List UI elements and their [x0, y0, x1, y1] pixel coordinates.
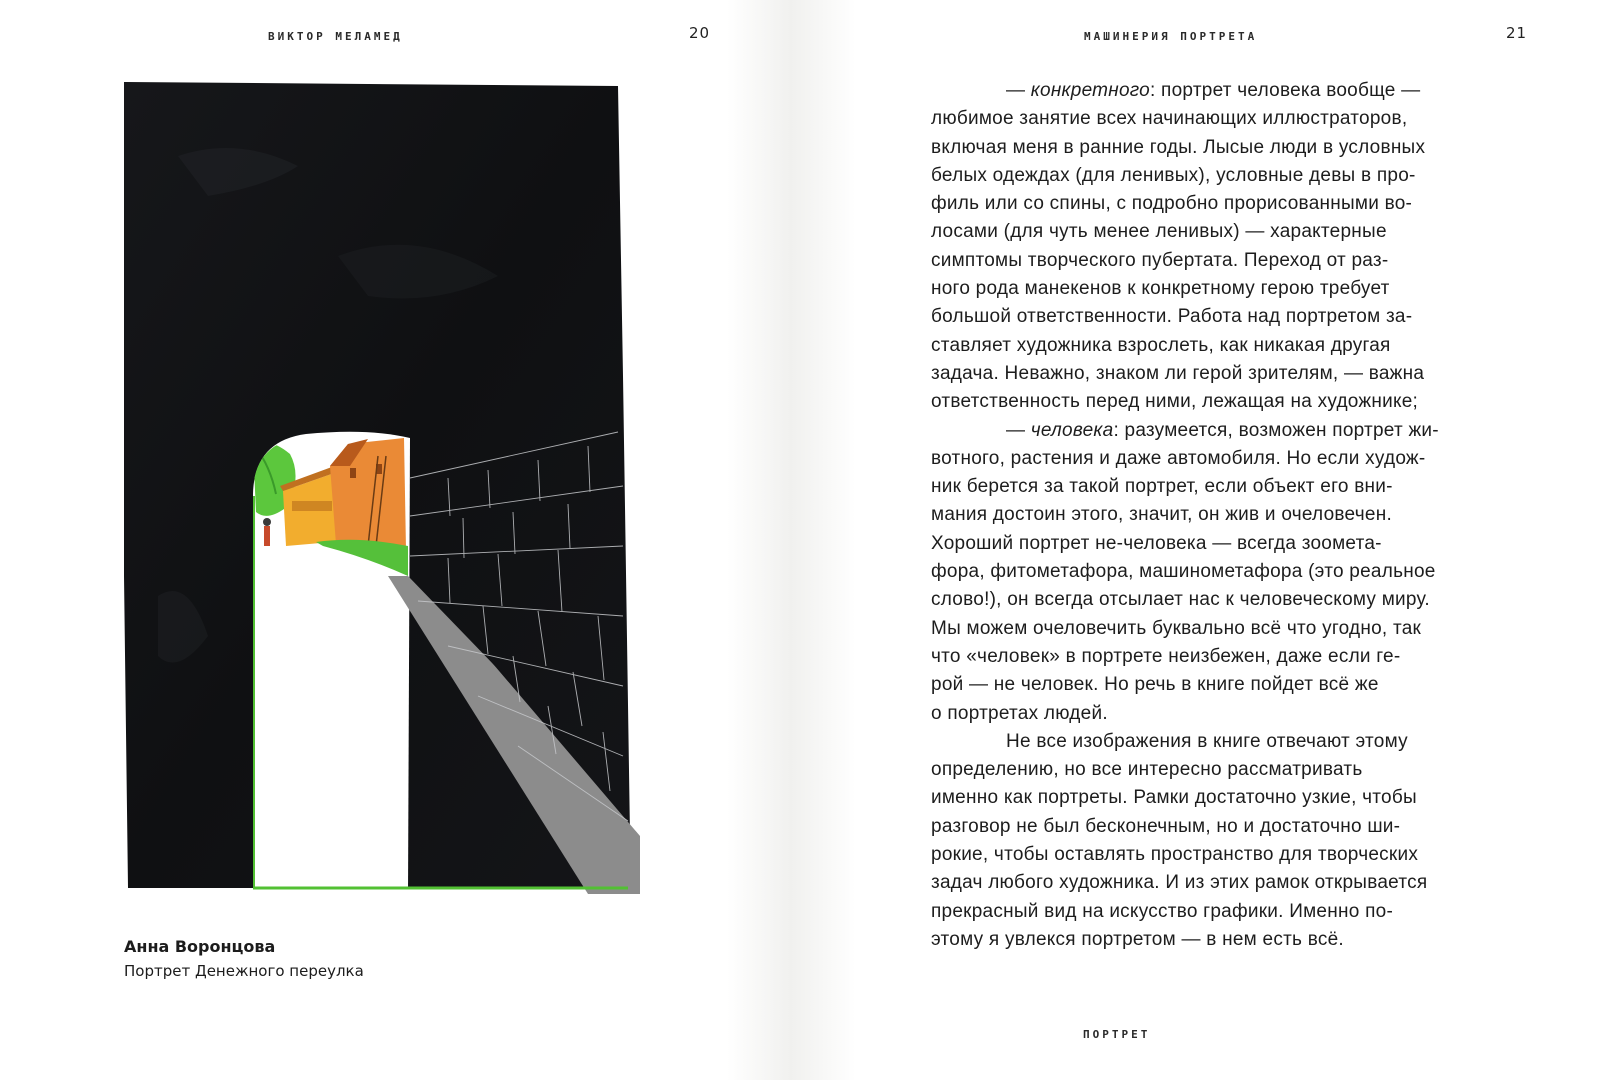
text-line: ответственность перед ними, лежащая на художнике;	[931, 391, 1419, 413]
term-human: человека	[1030, 419, 1114, 441]
text-line: что «человек» в портрете неизбежен, даже если ге-	[931, 645, 1401, 667]
paragraph-3-first-line: Не все изображения в книге отвечают этому	[1006, 730, 1408, 752]
text-line: задача. Неважно, знаком ли герой зрителям, — важна	[931, 362, 1425, 384]
text-line: рокие, чтобы оставлять пространство для творческих	[931, 844, 1419, 866]
text-line: определению, но все интересно рассматривать	[931, 759, 1363, 781]
term-specific: конкретного	[1030, 80, 1150, 101]
text-line: любимое занятие всех начинающих иллюстраторов,	[931, 108, 1408, 130]
body-text	[931, 77, 1571, 954]
dash: —	[1006, 80, 1031, 101]
text-fragment: : разумеется, возможен портрет жи-	[1113, 419, 1439, 441]
text-line: Хороший портрет не-человека — всегда зоомета-	[931, 532, 1382, 554]
text-line: большой ответственности. Работа над портретом за-	[931, 306, 1413, 328]
text-line: ставляет художника взрослеть, как никакая другая	[931, 334, 1391, 356]
text-line: этому я увлекся портретом — в нем есть всё.	[931, 928, 1344, 950]
text-line: филь или со спины, с подробно прорисованными во-	[931, 193, 1413, 215]
text-line: вотного, растения и даже автомобиля. Но если худож-	[931, 447, 1426, 469]
left-page	[0, 0, 790, 1080]
running-head-chapter: МАШИНЕРИЯ ПОРТРЕТА	[1084, 30, 1258, 43]
text-line: именно как портреты. Рамки достаточно узкие, чтобы	[931, 787, 1417, 809]
running-head-author: ВИКТОР МЕЛАМЕД	[268, 30, 403, 43]
text-line: слово!), он всегда отсылает нас к человеческому миру.	[931, 589, 1430, 611]
caption-author: Анна Воронцова	[124, 937, 276, 956]
text-line: прекрасный вид на искусство графики. Именно по-	[931, 900, 1394, 922]
page-number-right: 21	[1506, 24, 1528, 42]
paragraph-1-first-line	[931, 77, 1571, 105]
text-line: мания достоин этого, значит, он жив и очеловечен.	[931, 504, 1392, 526]
text-line: ного рода манекенов к конкретному герою требует	[931, 278, 1390, 300]
illustration-tunnel	[118, 76, 640, 894]
text-line: рой — не человек. Но речь в книге пойдет всё же	[931, 674, 1379, 696]
text-line: лосами (для чуть менее ленивых) — характерные	[931, 221, 1387, 243]
dash: —	[1006, 419, 1031, 441]
page-number-left: 20	[689, 24, 711, 42]
text-line: белых одеждах (для ленивых), условные девы в про-	[931, 164, 1416, 186]
paragraph-2-first-line	[931, 417, 1571, 445]
text-line: фора, фитометафора, машинометафора (это реальное	[931, 561, 1436, 583]
text-line: о портретах людей.	[931, 702, 1108, 724]
text-fragment: : портрет человека вообще —	[1150, 80, 1421, 101]
caption-title: Портрет Денежного переулка	[124, 962, 364, 980]
text-line: симптомы творческого пубертата. Переход от раз-	[931, 249, 1389, 271]
text-line: ник берется за такой портрет, если объект его вни-	[931, 476, 1393, 498]
text-line: разговор не был бесконечным, но и достаточно ши-	[931, 815, 1401, 837]
text-line: задач любого художника. И из этих рамок открывается	[931, 872, 1428, 894]
text-line: Мы можем очеловечить буквально всё что угодно, так	[931, 617, 1422, 639]
text-line: включая меня в ранние годы. Лысые люди в условных	[931, 136, 1426, 158]
section-footer: ПОРТРЕТ	[1083, 1028, 1151, 1041]
